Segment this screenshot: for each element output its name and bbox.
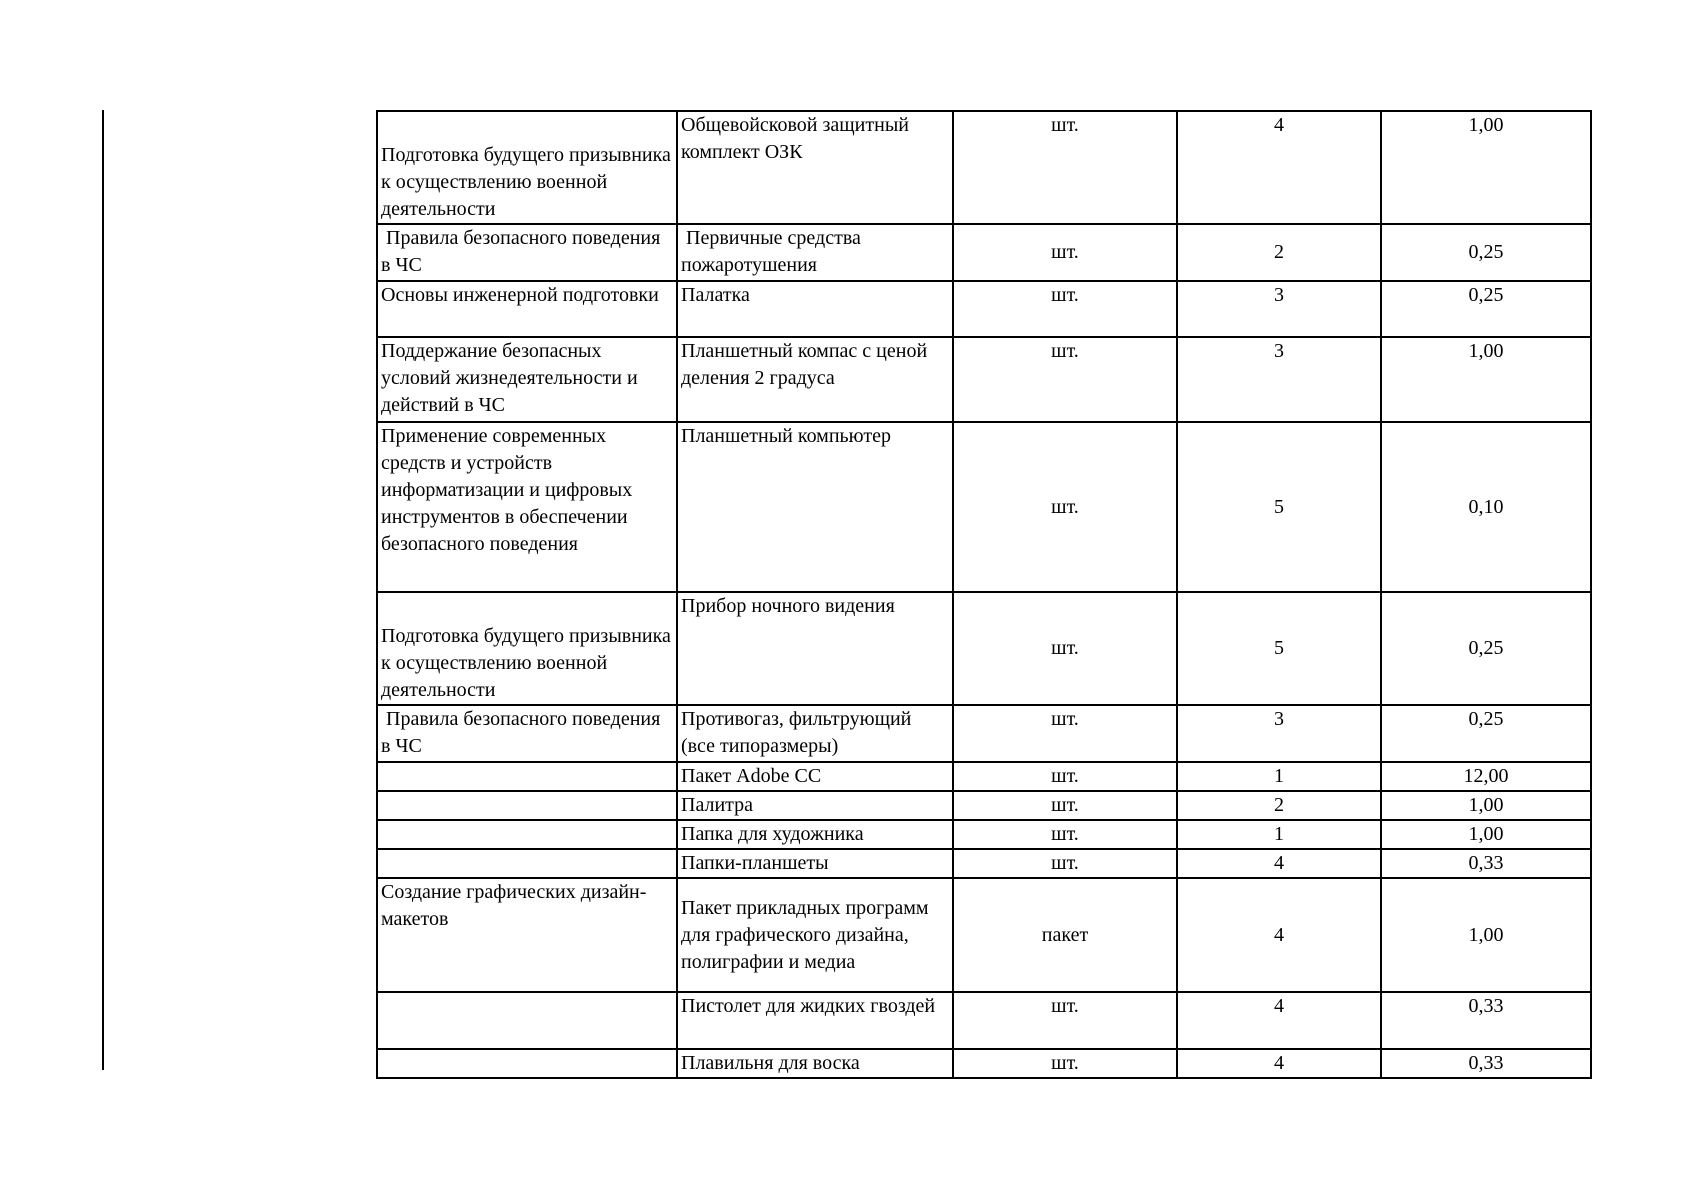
table-row <box>377 820 1591 849</box>
topic-cell: Правила безопасного поведения в ЧС <box>377 705 677 762</box>
quantity-cell: 4 <box>1177 849 1381 878</box>
quantity-cell: 3 <box>1177 337 1381 422</box>
unit-cell: шт. <box>953 791 1177 820</box>
quantity-cell: 1 <box>1177 762 1381 791</box>
item-cell: Плавильня для воска <box>677 1049 953 1078</box>
equipment-table <box>376 110 1592 1079</box>
unit-cell: шт. <box>953 111 1177 224</box>
value-cell: 0,25 <box>1381 281 1591 337</box>
item-cell: Папка для художника <box>677 820 953 849</box>
value-cell: 0,25 <box>1381 592 1591 705</box>
value-cell: 12,00 <box>1381 762 1591 791</box>
item-cell: Первичные средства пожаротушения <box>677 224 953 281</box>
topic-cell <box>377 1049 677 1078</box>
table-row <box>377 992 1591 1049</box>
table-row <box>377 705 1591 762</box>
quantity-cell: 2 <box>1177 224 1381 281</box>
topic-cell: Поддержание безопасных условий жизнедеятельности и действий в ЧС <box>377 337 677 422</box>
value-cell: 1,00 <box>1381 791 1591 820</box>
value-cell: 0,33 <box>1381 1049 1591 1078</box>
quantity-cell: 4 <box>1177 111 1381 224</box>
item-cell: Палитра <box>677 791 953 820</box>
table-row <box>377 337 1591 422</box>
topic-cell: Основы инженерной подготовки <box>377 281 677 337</box>
unit-cell: шт. <box>953 592 1177 705</box>
value-cell: 1,00 <box>1381 111 1591 224</box>
unit-cell: пакет <box>953 878 1177 992</box>
table-row <box>377 224 1591 281</box>
quantity-cell: 4 <box>1177 992 1381 1049</box>
quantity-cell: 3 <box>1177 281 1381 337</box>
topic-cell <box>377 762 677 791</box>
table-row <box>377 1049 1591 1078</box>
item-cell: Общевойсковой защитный комплект ОЗК <box>677 111 953 224</box>
unit-cell: шт. <box>953 705 1177 762</box>
unit-cell: шт. <box>953 224 1177 281</box>
item-cell: Противогаз, фильтрующий (все типоразмеры) <box>677 705 953 762</box>
quantity-cell: 2 <box>1177 791 1381 820</box>
topic-cell <box>377 849 677 878</box>
unit-cell: шт. <box>953 762 1177 791</box>
table-row <box>377 111 1591 224</box>
item-cell: Планшетный компас с ценой деления 2 градуса <box>677 337 953 422</box>
unit-cell: шт. <box>953 849 1177 878</box>
value-cell: 1,00 <box>1381 337 1591 422</box>
quantity-cell: 5 <box>1177 422 1381 592</box>
table-row <box>377 762 1591 791</box>
value-cell: 0,33 <box>1381 992 1591 1049</box>
value-cell: 0,25 <box>1381 224 1591 281</box>
unit-cell: шт. <box>953 820 1177 849</box>
left-margin-rule <box>102 110 104 1070</box>
table-row <box>377 592 1591 705</box>
item-cell: Прибор ночного видения <box>677 592 953 705</box>
item-cell: Пакет прикладных программ для графического дизайна, полиграфии и медиа <box>677 878 953 992</box>
table-row <box>377 791 1591 820</box>
topic-cell <box>377 820 677 849</box>
quantity-cell: 3 <box>1177 705 1381 762</box>
unit-cell: шт. <box>953 1049 1177 1078</box>
item-cell: Планшетный компьютер <box>677 422 953 592</box>
quantity-cell: 4 <box>1177 1049 1381 1078</box>
quantity-cell: 5 <box>1177 592 1381 705</box>
topic-cell <box>377 992 677 1049</box>
topic-cell: Создание графических дизайн-макетов <box>377 878 677 992</box>
unit-cell: шт. <box>953 422 1177 592</box>
table-row <box>377 422 1591 592</box>
quantity-cell: 4 <box>1177 878 1381 992</box>
table-row <box>377 849 1591 878</box>
table-row <box>377 281 1591 337</box>
value-cell: 1,00 <box>1381 878 1591 992</box>
item-cell: Пистолет для жидких гвоздей <box>677 992 953 1049</box>
topic-cell: Правила безопасного поведения в ЧС <box>377 224 677 281</box>
item-cell: Папки-планшеты <box>677 849 953 878</box>
unit-cell: шт. <box>953 992 1177 1049</box>
value-cell: 0,33 <box>1381 849 1591 878</box>
value-cell: 0,25 <box>1381 705 1591 762</box>
item-cell: Пакет Adobe CC <box>677 762 953 791</box>
item-cell: Палатка <box>677 281 953 337</box>
value-cell: 1,00 <box>1381 820 1591 849</box>
topic-cell: Применение современных средств и устройств информатизации и цифровых инструментов в обеспечении безопасного поведения <box>377 422 677 592</box>
topic-cell <box>377 791 677 820</box>
quantity-cell: 1 <box>1177 820 1381 849</box>
topic-cell: Подготовка будущего призывника к осуществлению военной деятельности <box>377 111 677 224</box>
topic-cell: Подготовка будущего призывника к осуществлению военной деятельности <box>377 592 677 705</box>
unit-cell: шт. <box>953 281 1177 337</box>
unit-cell: шт. <box>953 337 1177 422</box>
value-cell: 0,10 <box>1381 422 1591 592</box>
table-row <box>377 878 1591 992</box>
